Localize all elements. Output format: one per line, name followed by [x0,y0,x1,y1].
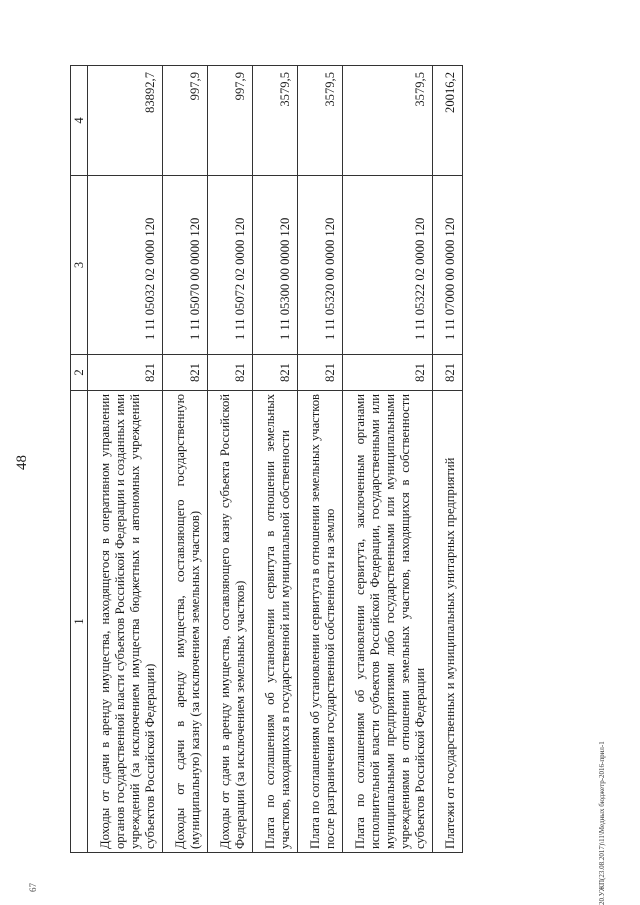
table-header [71,66,88,853]
header-col-1: 1 [71,391,88,853]
row-classification-code: 1 11 05072 02 0000 120 [208,176,253,355]
row-amount: 83892,7 [88,66,163,176]
table-body [88,66,463,853]
header-col-2: 2 [71,355,88,391]
page-number: 48 [14,455,30,470]
budget-table-sheet [70,66,570,853]
row-description: Плата по соглашениям об установлении сервитута в отношении земельных участков после разграничения государственной собственности на землю [298,391,343,853]
table-row [298,66,343,853]
row-admin-code: 821 [433,355,463,391]
header-row [71,66,88,853]
row-admin-code: 821 [343,355,433,391]
row-amount: 20016,2 [433,66,463,176]
row-classification-code: 1 11 05070 00 0000 120 [163,176,208,355]
table-row [163,66,208,853]
row-classification-code: 1 11 05322 02 0000 120 [343,176,433,355]
table-row [253,66,298,853]
header-col-4: 4 [71,66,88,176]
row-classification-code: 1 11 05300 00 0000 120 [253,176,298,355]
row-amount: 3579,5 [253,66,298,176]
row-classification-code: 1 11 05032 02 0000 120 [88,176,163,355]
table-row [343,66,433,853]
row-admin-code: 821 [163,355,208,391]
row-description: Доходы от сдачи в аренду имущества, находящегося в оперативном управлении органов государственной власти субъектов Российской Федерации и созданных ими учреждений (за исключением имущества бюджетных и автономных учреждений субъектов Российской Федерации) [88,391,163,853]
row-amount: 997,9 [163,66,208,176]
table-row [208,66,253,853]
row-description: Платежи от государственных и муниципальных унитарных предприятий [433,391,463,853]
row-amount: 3579,5 [343,66,433,176]
row-description: Плата по соглашениям об установлении сервитута, заключенным органами исполнительной власти субъектов Российской Федерации, государственными или муниципальными предприятиями либо государственными или муниципальными учреждениями в отношении земельных участков, находящихся в собственности субъектов Российской Федерации [343,391,433,853]
footer-file-code: 20.УЖП(23.08.2017)\11\Медных бюджетр-2016-прил-1 [598,741,606,905]
row-description: Доходы от сдачи в аренду имущества, составляющего казну субъекта Российской Федерации (за исключением земельных участков) [208,391,253,853]
row-classification-code: 1 11 07000 00 0000 120 [433,176,463,355]
row-description: Доходы от сдачи в аренду имущества, составляющего государственную (муниципальную) казну (за исключением земельных участков) [163,391,208,853]
table-row [88,66,163,853]
row-admin-code: 821 [88,355,163,391]
table-row [433,66,463,853]
row-admin-code: 821 [208,355,253,391]
row-classification-code: 1 11 05320 00 0000 120 [298,176,343,355]
row-amount: 3579,5 [298,66,343,176]
header-col-3: 3 [71,176,88,355]
row-admin-code: 821 [253,355,298,391]
corner-mark: 67 [28,883,38,892]
row-admin-code: 821 [298,355,343,391]
row-amount: 997,9 [208,66,253,176]
budget-table [70,65,463,853]
row-description: Плата по соглашениям об установлении сервитута в отношении земельных участков, находящихся в государственной или муниципальной собственности [253,391,298,853]
